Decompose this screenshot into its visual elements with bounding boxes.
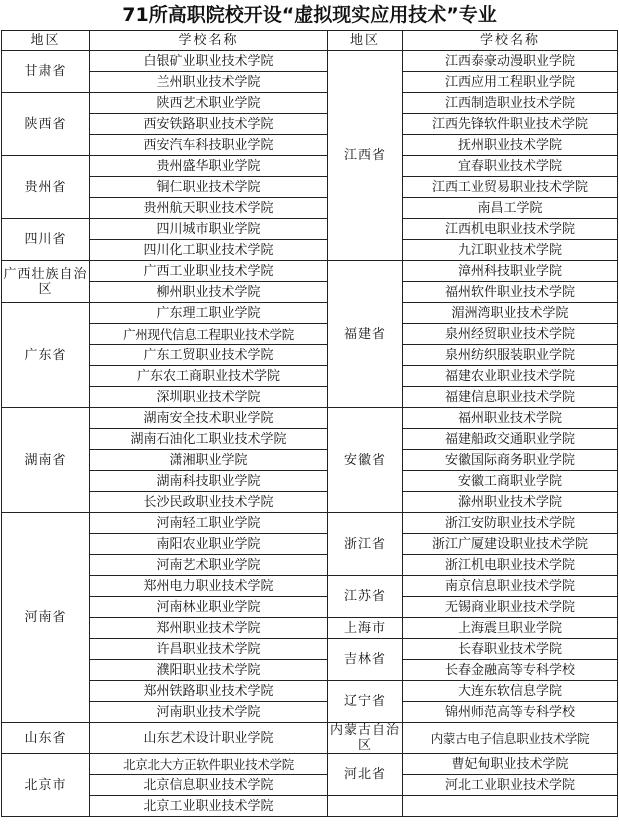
table-row <box>2 135 618 156</box>
region-cell <box>2 261 90 303</box>
table-row <box>2 72 618 93</box>
table-row <box>2 796 618 817</box>
table-row <box>2 408 618 429</box>
table-row <box>2 754 618 775</box>
school-name-cell: 泉州经贸职业技术学院 <box>403 324 618 345</box>
empty-cell <box>403 796 618 817</box>
school-name-cell: 贵州航天职业技术学院 <box>90 198 328 219</box>
table-row <box>2 177 618 198</box>
school-name-cell: 漳州科技职业学院 <box>403 261 618 282</box>
region-label: 河南省 <box>24 610 67 625</box>
table-row <box>2 492 618 513</box>
table-row <box>2 681 618 702</box>
region-cell <box>2 303 90 408</box>
school-name-cell: 福建船政交通职业学院 <box>403 429 618 450</box>
school-name-cell: 福州职业技术学院 <box>403 408 618 429</box>
school-name-cell: 铜仁职业技术学院 <box>90 177 328 198</box>
table-row <box>2 261 618 282</box>
school-name-cell: 长沙民政职业技术学院 <box>90 492 328 513</box>
school-name-cell: 潇湘职业学院 <box>90 450 328 471</box>
region-cell <box>2 156 90 219</box>
school-name-cell: 广东工贸职业技术学院 <box>90 345 328 366</box>
school-name-cell: 福州软件职业技术学院 <box>403 282 618 303</box>
table-row <box>2 723 618 754</box>
region-cell <box>328 618 403 639</box>
table-row <box>2 345 618 366</box>
school-name-cell: 贵州盛华职业学院 <box>90 156 328 177</box>
school-name-cell: 江西机电职业技术学院 <box>403 219 618 240</box>
region-cell <box>328 754 403 796</box>
table-row <box>2 450 618 471</box>
school-name-cell: 九江职业技术学院 <box>403 240 618 261</box>
school-name-cell: 山东艺术设计职业学院 <box>90 723 328 754</box>
region-cell <box>2 513 90 723</box>
school-name-cell: 广西工业职业技术学院 <box>90 261 328 282</box>
school-name-cell: 江西应用工程职业学院 <box>403 72 618 93</box>
school-name-cell: 宜春职业技术学院 <box>403 156 618 177</box>
region-cell <box>328 681 403 723</box>
school-name-cell: 湖南石油化工职业技术学院 <box>90 429 328 450</box>
table-row <box>2 597 618 618</box>
table-row <box>2 366 618 387</box>
region-label: 河北省 <box>343 767 386 782</box>
school-name-cell: 无锡商业职业技术学院 <box>403 597 618 618</box>
school-name-cell: 南昌工学院 <box>403 198 618 219</box>
region-label: 辽宁省 <box>343 694 386 709</box>
region-cell <box>328 639 403 681</box>
region-label: 福建省 <box>343 326 386 342</box>
region-label: 江西省 <box>343 148 386 163</box>
region-cell <box>2 93 90 156</box>
school-name-cell: 广东理工职业学院 <box>90 303 328 324</box>
region-label: 四川省 <box>24 232 67 247</box>
table-row <box>2 429 618 450</box>
region-label: 山东省 <box>24 730 67 746</box>
school-name-cell: 广州现代信息工程职业技术学院 <box>90 324 328 345</box>
school-name-cell: 北京北大方正软件职业技术学院 <box>90 754 328 775</box>
table-row <box>2 639 618 660</box>
school-name-cell: 郑州电力职业技术学院 <box>90 576 328 597</box>
school-name-cell: 四川化工职业技术学院 <box>90 240 328 261</box>
school-name-cell: 南京信息职业技术学院 <box>403 576 618 597</box>
school-name-cell: 河南艺术职业学院 <box>90 555 328 576</box>
school-name-cell: 北京工业职业技术学院 <box>90 796 328 817</box>
school-name-cell: 上海震旦职业学院 <box>403 618 618 639</box>
table-row <box>2 114 618 135</box>
school-name-cell: 西安铁路职业技术学院 <box>90 114 328 135</box>
school-name-cell: 湄洲湾职业技术学院 <box>403 303 618 324</box>
empty-cell <box>328 796 403 817</box>
table-row <box>2 576 618 597</box>
school-name-cell: 广东农工商职业技术学院 <box>90 366 328 387</box>
table-row <box>2 660 618 681</box>
school-name-cell: 安徽工商职业学院 <box>403 471 618 492</box>
school-name-cell: 浙江安防职业技术学院 <box>403 513 618 534</box>
school-name-cell: 江西先锋软件职业技术学院 <box>403 114 618 135</box>
school-name-cell: 江西泰豪动漫职业学院 <box>403 51 618 72</box>
school-name-cell: 湖南科技职业学院 <box>90 471 328 492</box>
school-name-cell: 锦州师范高等专科学校 <box>403 702 618 723</box>
region-label: 广西壮族自治区 <box>3 266 88 297</box>
school-name-cell: 白银矿业职业技术学院 <box>90 51 328 72</box>
header-school-right: 学校名称 <box>403 31 618 51</box>
region-label: 上海市 <box>343 620 386 636</box>
region-label: 甘肃省 <box>24 64 67 79</box>
table-row <box>2 198 618 219</box>
region-cell <box>328 408 403 513</box>
school-name-cell: 许昌职业技术学院 <box>90 639 328 660</box>
school-name-cell: 湖南安全技术职业学院 <box>90 408 328 429</box>
school-name-cell: 大连东软信息学院 <box>403 681 618 702</box>
table-row <box>2 387 618 408</box>
header-school-left: 学校名称 <box>90 31 328 51</box>
school-name-cell: 兰州职业技术学院 <box>90 72 328 93</box>
table-row <box>2 324 618 345</box>
school-name-cell: 深圳职业技术学院 <box>90 387 328 408</box>
school-name-cell: 南阳农业职业学院 <box>90 534 328 555</box>
school-name-cell: 福建信息职业技术学院 <box>403 387 618 408</box>
region-cell <box>2 219 90 261</box>
school-name-cell: 长春金融高等专科学校 <box>403 660 618 681</box>
school-name-cell: 濮阳职业技术学院 <box>90 660 328 681</box>
region-cell <box>328 51 403 261</box>
table-row <box>2 303 618 324</box>
school-name-cell: 河南轻工职业学院 <box>90 513 328 534</box>
header-region-left: 地区 <box>2 31 90 51</box>
school-name-cell: 福建农业职业技术学院 <box>403 366 618 387</box>
table-row <box>2 702 618 723</box>
school-name-cell: 曹妃甸职业技术学院 <box>403 754 618 775</box>
table-row <box>2 555 618 576</box>
region-cell <box>2 754 90 817</box>
school-name-cell: 江西工业贸易职业技术学院 <box>403 177 618 198</box>
region-cell <box>328 513 403 576</box>
table-row <box>2 775 618 796</box>
school-name-cell: 西安汽车科技职业学院 <box>90 135 328 156</box>
region-cell <box>2 408 90 513</box>
school-name-cell: 柳州职业技术学院 <box>90 282 328 303</box>
region-label: 江苏省 <box>343 589 386 604</box>
region-cell <box>328 723 403 754</box>
region-cell <box>328 576 403 618</box>
school-name-cell: 长春职业技术学院 <box>403 639 618 660</box>
region-label: 浙江省 <box>343 536 386 552</box>
school-name-cell: 河北工业职业技术学院 <box>403 775 618 796</box>
school-name-cell: 郑州铁路职业技术学院 <box>90 681 328 702</box>
region-cell <box>2 51 90 93</box>
table-row <box>2 513 618 534</box>
table-row <box>2 471 618 492</box>
school-name-cell: 安徽国际商务职业学院 <box>403 450 618 471</box>
table-row <box>2 618 618 639</box>
header-region-right: 地区 <box>328 31 403 51</box>
page-title: 71所高职院校开设“虚拟现实应用技术”专业 <box>122 4 497 26</box>
school-name-cell: 内蒙古电子信息职业技术学院 <box>403 723 618 754</box>
region-cell <box>328 261 403 408</box>
school-name-cell: 陕西艺术职业学院 <box>90 93 328 114</box>
region-label: 湖南省 <box>24 452 67 468</box>
school-name-cell: 泉州纺织服装职业学院 <box>403 345 618 366</box>
school-name-cell: 浙江广厦建设职业技术学院 <box>403 534 618 555</box>
table-body <box>2 51 618 817</box>
school-name-cell: 抚州职业技术学院 <box>403 135 618 156</box>
school-name-cell: 浙江机电职业技术学院 <box>403 555 618 576</box>
table-row <box>2 534 618 555</box>
region-label: 北京市 <box>24 777 67 793</box>
region-cell <box>2 723 90 754</box>
table-row <box>2 219 618 240</box>
table-row <box>2 93 618 114</box>
table-header-row <box>2 31 618 51</box>
school-name-cell: 河南职业技术学院 <box>90 702 328 723</box>
region-label: 安徽省 <box>343 452 386 468</box>
table-row <box>2 282 618 303</box>
table-row <box>2 240 618 261</box>
school-name-cell: 河南林业职业学院 <box>90 597 328 618</box>
school-name-cell: 郑州职业技术学院 <box>90 618 328 639</box>
region-label: 内蒙古自治区 <box>329 723 400 753</box>
table-row <box>2 51 618 72</box>
region-label: 贵州省 <box>24 179 67 195</box>
region-label: 广东省 <box>24 347 67 363</box>
region-label: 吉林省 <box>343 652 386 667</box>
school-name-cell: 滁州职业技术学院 <box>403 492 618 513</box>
school-name-cell: 北京信息职业技术学院 <box>90 775 328 796</box>
school-name-cell: 四川城市职业学院 <box>90 219 328 240</box>
school-name-cell: 江西制造职业技术学院 <box>403 93 618 114</box>
school-table <box>1 30 618 817</box>
region-label: 陕西省 <box>24 116 67 132</box>
table-row <box>2 156 618 177</box>
